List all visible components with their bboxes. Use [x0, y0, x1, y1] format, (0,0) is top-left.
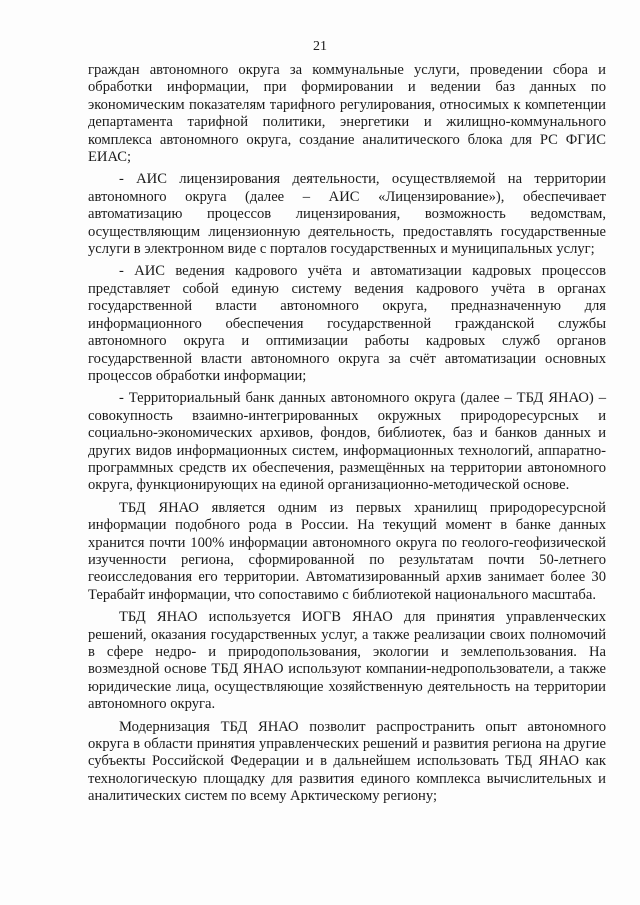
paragraph-ais-hr: - АИС ведения кадрового учёта и автоматизации кадровых процессов представляет собой единую систему ведения кадрового учёта в органах государственной власти автономного округа, предназначенную для информационного обеспечения государственной гражданской службы автономного округа и оптимизации работы кадровых служб органов государственной власти автономного округа за счёт автоматизации основных процессов обработки информации;	[88, 263, 606, 384]
paragraph-tbd-usage: ТБД ЯНАО используется ИОГВ ЯНАО для принятия управленческих решений, оказания государственных услуг, а также реализации своих полномочий в сфере недро- и природопользования, экологии и землепользования. На возмездной основе ТБД ЯНАО используют компании-недропользователи, а также юридические лица, осуществляющие хозяйственную деятельность на территории автономного округа.	[88, 609, 606, 713]
page-number: 21	[313, 39, 327, 54]
paragraph-continuation: граждан автономного округа за коммунальные услуги, проведении сбора и обработки информации, при формировании и ведении баз данных по экономическим показателям тарифного регулирования, относимых к компетенции департамента тарифной политики, энергетики и жилищно-коммунального комплекса автономного округа, создание аналитического блока для РС ФГИС ЕИАС;	[88, 62, 606, 166]
paragraph-ais-licensing: - АИС лицензирования деятельности, осуществляемой на территории автономного округа (далее – АИС «Лицензирование»), обеспечивает автоматизацию процессов лицензирования, возможность ведомствам, осуществляющим лицензионную деятельность, предоставлять государственные услуги в электронном виде с порталов государственных и муниципальных услуг;	[88, 171, 606, 258]
body-text	[88, 62, 606, 806]
paragraph-tbd-definition: - Территориальный банк данных автономного округа (далее – ТБД ЯНАО) – совокупность взаимно-интегрированных окружных природоресурсных и социально-экономических архивов, фондов, библиотек, баз и банков данных и других видов информационных систем, информационных технологий, аппаратно-программных средств их обеспечения, размещённых на территории автономного округа, функционирующих на единой организационно-методической основе.	[88, 390, 606, 494]
paragraph-tbd-storage: ТБД ЯНАО является одним из первых хранилищ природоресурсной информации подобного рода в России. На текущий момент в банке данных хранится почти 100% информации автономного округа по геолого-геофизической изученности региона, сформированной по результатам почти 50-летнего геоисследования его территории. Автоматизированный архив занимает более 30 Терабайт информации, что сопоставимо с библиотекой национального масштаба.	[88, 499, 606, 603]
paragraph-tbd-modernization: Модернизация ТБД ЯНАО позволит распространить опыт автономного округа в области принятия управленческих решений и развития региона на другие субъекты Российской Федерации и в дальнейшем использовать ТБД ЯНАО как технологическую площадку для развития единого комплекса вычислительных и аналитических систем по всему Арктическому региону;	[88, 718, 606, 805]
